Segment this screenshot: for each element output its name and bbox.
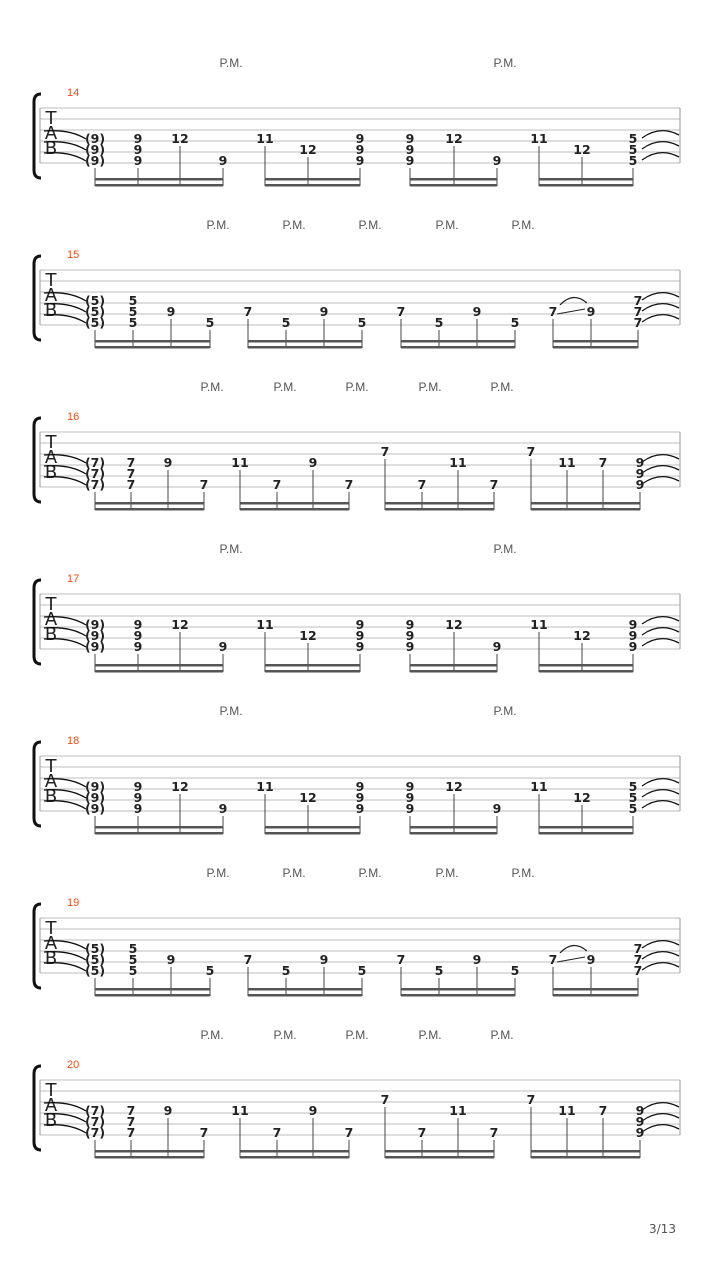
measure-number: 15 (67, 249, 80, 261)
hammer-on-arc (560, 297, 587, 305)
fret-number: 9 (355, 617, 365, 632)
tie-arc (642, 304, 679, 311)
fret-number: 7 (126, 466, 136, 481)
fret-number: 7 (243, 952, 253, 967)
beam (240, 508, 349, 511)
fret-number: 9 (133, 142, 143, 157)
beam (265, 826, 360, 829)
fret-number: 9 (628, 617, 638, 632)
tab-clef-letter: B (44, 1110, 58, 1131)
palm-mute-label: P.M. (282, 218, 306, 232)
tie-arc (642, 617, 679, 624)
palm-mute-label: P.M. (358, 866, 382, 880)
beam (385, 508, 494, 511)
palm-mute-label: P.M. (345, 380, 369, 394)
tie-arc (642, 790, 679, 797)
fret-number: (9) (84, 153, 106, 168)
fret-number: (5) (84, 952, 106, 967)
fret-number: 12 (445, 617, 463, 632)
fret-number: 5 (128, 315, 138, 330)
tie-arc (642, 153, 679, 160)
fret-number: 9 (355, 153, 365, 168)
fret-number: 5 (281, 315, 291, 330)
tie-arc (642, 801, 679, 808)
beam (401, 988, 515, 991)
fret-number: 9 (355, 628, 365, 643)
tab-clef-letter: B (44, 948, 58, 969)
tab-clef-letter: B (44, 786, 58, 807)
fret-number: (9) (84, 131, 106, 146)
fret-number: 9 (163, 1103, 173, 1118)
fret-number: 5 (628, 142, 638, 157)
palm-mute-label: P.M. (490, 1028, 514, 1042)
tie-arc (642, 628, 679, 635)
beam (95, 1150, 204, 1153)
fret-number: 11 (530, 131, 548, 146)
fret-number: (9) (84, 628, 106, 643)
fret-number: 9 (405, 142, 415, 157)
measure-number: 16 (67, 411, 80, 423)
beam (265, 670, 360, 673)
tab-clef-letter: B (44, 462, 58, 483)
fret-number: 11 (231, 1103, 249, 1118)
fret-number: 7 (633, 304, 643, 319)
fret-number: (9) (84, 617, 106, 632)
fret-number: 5 (128, 963, 138, 978)
fret-number: 5 (628, 801, 638, 816)
fret-number: 12 (299, 628, 317, 643)
fret-number: 7 (633, 963, 643, 978)
fret-number: 5 (628, 779, 638, 794)
fret-number: 12 (299, 790, 317, 805)
tab-clef-letter: T (45, 756, 57, 777)
fret-number: 12 (573, 142, 591, 157)
tab-clef-letter: A (44, 123, 58, 144)
fret-number: 7 (633, 315, 643, 330)
tie-arc (642, 1103, 679, 1110)
fret-number: 12 (445, 131, 463, 146)
beam (401, 346, 515, 349)
fret-number: 9 (133, 617, 143, 632)
tab-clef-letter: A (44, 933, 58, 954)
measure-number: 19 (67, 897, 80, 909)
fret-number: 9 (635, 1114, 645, 1129)
beam (265, 832, 360, 835)
fret-number: 7 (126, 1114, 136, 1129)
slide-line (557, 309, 585, 314)
fret-number: 9 (628, 628, 638, 643)
palm-mute-label: P.M. (219, 704, 243, 718)
fret-number: 9 (133, 790, 143, 805)
beam (95, 988, 210, 991)
beam (553, 346, 638, 349)
fret-number: 9 (472, 952, 482, 967)
fret-number: (7) (84, 1103, 106, 1118)
fret-number: 9 (405, 801, 415, 816)
palm-mute-label: P.M. (219, 542, 243, 556)
tie-arc (642, 315, 679, 322)
fret-number: 7 (633, 293, 643, 308)
beam (531, 502, 640, 505)
fret-number: 5 (434, 963, 444, 978)
beam (248, 346, 362, 349)
fret-number: 9 (218, 153, 228, 168)
beam (410, 832, 497, 835)
beam (401, 994, 515, 997)
fret-number: 9 (635, 466, 645, 481)
measure-number: 14 (67, 87, 80, 99)
tie-arc (642, 131, 679, 138)
fret-number: 7 (598, 1103, 608, 1118)
fret-number: 7 (272, 477, 282, 492)
fret-number: (9) (84, 790, 106, 805)
beam (539, 670, 633, 673)
fret-number: 11 (558, 455, 576, 470)
tie-arc (642, 779, 679, 786)
fret-number: 7 (396, 304, 406, 319)
fret-number: 9 (163, 455, 173, 470)
fret-number: 9 (472, 304, 482, 319)
tab-system (34, 380, 680, 511)
fret-number: 9 (133, 131, 143, 146)
fret-number: 5 (128, 941, 138, 956)
fret-number: 9 (405, 628, 415, 643)
beam (95, 502, 204, 505)
tab-system (34, 56, 680, 187)
fret-number: 9 (133, 801, 143, 816)
beam (240, 502, 349, 505)
tab-clef-letter: T (45, 918, 57, 939)
beam (539, 184, 633, 187)
fret-number: 7 (380, 444, 390, 459)
tab-clef-letter: A (44, 285, 58, 306)
beam (95, 670, 223, 673)
fret-number: 11 (449, 1103, 467, 1118)
palm-mute-label: P.M. (200, 380, 224, 394)
fret-number: 9 (355, 790, 365, 805)
fret-number: 7 (380, 1092, 390, 1107)
fret-number: 7 (417, 477, 427, 492)
slide-line (557, 957, 585, 962)
fret-number: 9 (405, 153, 415, 168)
fret-number: 12 (299, 142, 317, 157)
beam (385, 1156, 494, 1159)
tab-clef-letter: T (45, 270, 57, 291)
fret-number: 7 (417, 1125, 427, 1140)
beam (410, 184, 497, 187)
fret-number: 5 (510, 315, 520, 330)
beam (240, 1150, 349, 1153)
fret-number: (7) (84, 1114, 106, 1129)
tab-clef-letter: B (44, 300, 58, 321)
fret-number: 9 (492, 801, 502, 816)
fret-number: 9 (635, 455, 645, 470)
beam (95, 508, 204, 511)
palm-mute-label: P.M. (219, 56, 243, 70)
fret-number: 9 (166, 952, 176, 967)
fret-number: 11 (530, 617, 548, 632)
beam (410, 826, 497, 829)
palm-mute-label: P.M. (206, 218, 230, 232)
fret-number: (7) (84, 1125, 106, 1140)
fret-number: 11 (449, 455, 467, 470)
fret-number: 5 (628, 131, 638, 146)
beam (539, 178, 633, 181)
tie-arc (642, 963, 679, 970)
fret-number: 7 (199, 477, 209, 492)
fret-number: 7 (199, 1125, 209, 1140)
fret-number: 9 (133, 153, 143, 168)
fret-number: 9 (492, 639, 502, 654)
fret-number: (5) (84, 304, 106, 319)
fret-number: 9 (133, 779, 143, 794)
fret-number: 7 (272, 1125, 282, 1140)
beam (385, 1150, 494, 1153)
beam (95, 178, 223, 181)
hammer-on-arc (560, 945, 587, 953)
tie-arc (642, 466, 679, 473)
palm-mute-label: P.M. (358, 218, 382, 232)
beam (539, 826, 633, 829)
tie-arc (642, 952, 679, 959)
fret-number: 9 (308, 455, 318, 470)
beam (553, 340, 638, 343)
tab-clef-letter: T (45, 594, 57, 615)
tab-clef-letter: T (45, 432, 57, 453)
fret-number: 9 (133, 639, 143, 654)
fret-number: 5 (205, 315, 215, 330)
fret-number: 9 (355, 142, 365, 157)
beam (95, 184, 223, 187)
palm-mute-label: P.M. (418, 1028, 442, 1042)
tie-arc (642, 293, 679, 300)
beam (539, 664, 633, 667)
tab-clef-letter: A (44, 1095, 58, 1116)
beam (95, 664, 223, 667)
fret-number: 9 (405, 779, 415, 794)
tab-clef-letter: T (45, 1080, 57, 1101)
tie-arc (642, 941, 679, 948)
palm-mute-label: P.M. (511, 218, 535, 232)
fret-number: 11 (256, 617, 274, 632)
fret-number: 7 (548, 304, 558, 319)
fret-number: 5 (281, 963, 291, 978)
beam (95, 340, 210, 343)
tab-system (34, 1028, 680, 1159)
fret-number: 9 (133, 628, 143, 643)
beam (539, 832, 633, 835)
fret-number: 11 (530, 779, 548, 794)
fret-number: 7 (633, 952, 643, 967)
fret-number: 7 (126, 1125, 136, 1140)
fret-number: (9) (84, 779, 106, 794)
fret-number: 7 (396, 952, 406, 967)
beam (95, 832, 223, 835)
tab-clef-letter: T (45, 108, 57, 129)
beam (95, 346, 210, 349)
palm-mute-label: P.M. (490, 380, 514, 394)
tab-system (34, 218, 680, 349)
beam (531, 508, 640, 511)
tab-clef-letter: A (44, 447, 58, 468)
fret-number: 7 (243, 304, 253, 319)
palm-mute-label: P.M. (493, 56, 517, 70)
fret-number: 7 (526, 1092, 536, 1107)
tab-system (34, 704, 680, 835)
tab-clef-letter: A (44, 771, 58, 792)
palm-mute-label: P.M. (345, 1028, 369, 1042)
tie-arc (642, 1114, 679, 1121)
beam (531, 1150, 640, 1153)
beam (240, 1156, 349, 1159)
fret-number: 9 (355, 639, 365, 654)
fret-number: 9 (405, 639, 415, 654)
beam (248, 988, 362, 991)
fret-number: 9 (355, 131, 365, 146)
tab-clef-letter: B (44, 138, 58, 159)
beam (248, 340, 362, 343)
fret-number: 7 (489, 1125, 499, 1140)
fret-number: 7 (126, 477, 136, 492)
beam (401, 340, 515, 343)
fret-number: (5) (84, 941, 106, 956)
fret-number: 7 (344, 1125, 354, 1140)
fret-number: 11 (558, 1103, 576, 1118)
fret-number: 9 (635, 477, 645, 492)
fret-number: (9) (84, 142, 106, 157)
palm-mute-label: P.M. (200, 1028, 224, 1042)
fret-number: 9 (586, 304, 596, 319)
palm-mute-label: P.M. (435, 866, 459, 880)
fret-number: (7) (84, 455, 106, 470)
beam (265, 184, 360, 187)
beam (410, 670, 497, 673)
fret-number: 5 (128, 293, 138, 308)
fret-number: 7 (126, 1103, 136, 1118)
fret-number: 9 (635, 1103, 645, 1118)
fret-number: 9 (405, 790, 415, 805)
fret-number: 7 (633, 941, 643, 956)
palm-mute-label: P.M. (493, 542, 517, 556)
fret-number: 11 (231, 455, 249, 470)
fret-number: 9 (166, 304, 176, 319)
fret-number: 12 (171, 779, 189, 794)
tie-arc (642, 455, 679, 462)
fret-number: 9 (355, 779, 365, 794)
page-number: 3/13 (649, 1222, 676, 1236)
beam (248, 994, 362, 997)
tie-arc (642, 477, 679, 484)
fret-number: (5) (84, 315, 106, 330)
fret-number: 9 (586, 952, 596, 967)
fret-number: 9 (308, 1103, 318, 1118)
fret-number: 7 (598, 455, 608, 470)
beam (553, 988, 638, 991)
fret-number: 5 (434, 315, 444, 330)
beam (95, 994, 210, 997)
palm-mute-label: P.M. (273, 380, 297, 394)
fret-number: 9 (218, 639, 228, 654)
fret-number: 11 (256, 779, 274, 794)
fret-number: 9 (628, 639, 638, 654)
fret-number: 12 (445, 779, 463, 794)
fret-number: 11 (256, 131, 274, 146)
fret-number: 5 (205, 963, 215, 978)
fret-number: 7 (489, 477, 499, 492)
fret-number: 9 (405, 617, 415, 632)
fret-number: 12 (171, 131, 189, 146)
beam (385, 502, 494, 505)
fret-number: (7) (84, 477, 106, 492)
fret-number: (9) (84, 801, 106, 816)
tab-system (34, 866, 680, 997)
fret-number: 7 (526, 444, 536, 459)
fret-number: 7 (344, 477, 354, 492)
fret-number: 9 (405, 131, 415, 146)
tab-clef-letter: B (44, 624, 58, 645)
tie-arc (642, 639, 679, 646)
fret-number: 5 (510, 963, 520, 978)
fret-number: 9 (355, 801, 365, 816)
tie-arc (642, 142, 679, 149)
fret-number: 5 (628, 790, 638, 805)
beam (265, 178, 360, 181)
fret-number: 5 (357, 963, 367, 978)
fret-number: 7 (126, 455, 136, 470)
palm-mute-label: P.M. (493, 704, 517, 718)
fret-number: 9 (319, 304, 329, 319)
tab-clef-letter: A (44, 609, 58, 630)
fret-number: (7) (84, 466, 106, 481)
fret-number: (5) (84, 963, 106, 978)
beam (553, 994, 638, 997)
measure-number: 20 (67, 1059, 80, 1071)
palm-mute-label: P.M. (418, 380, 442, 394)
fret-number: 9 (319, 952, 329, 967)
fret-number: 12 (171, 617, 189, 632)
fret-number: 5 (628, 153, 638, 168)
fret-number: 9 (218, 801, 228, 816)
beam (265, 664, 360, 667)
fret-number: (5) (84, 293, 106, 308)
beam (95, 826, 223, 829)
palm-mute-label: P.M. (282, 866, 306, 880)
palm-mute-label: P.M. (273, 1028, 297, 1042)
fret-number: 5 (128, 304, 138, 319)
fret-number: 9 (492, 153, 502, 168)
fret-number: 12 (573, 790, 591, 805)
palm-mute-label: P.M. (511, 866, 535, 880)
fret-number: 7 (548, 952, 558, 967)
beam (95, 1156, 204, 1159)
fret-number: 5 (357, 315, 367, 330)
fret-number: 9 (635, 1125, 645, 1140)
beam (410, 664, 497, 667)
measure-number: 17 (67, 573, 80, 585)
palm-mute-label: P.M. (206, 866, 230, 880)
beam (531, 1156, 640, 1159)
fret-number: (9) (84, 639, 106, 654)
fret-number: 12 (573, 628, 591, 643)
fret-number: 5 (128, 952, 138, 967)
tie-arc (642, 1125, 679, 1132)
palm-mute-label: P.M. (435, 218, 459, 232)
beam (410, 178, 497, 181)
measure-number: 18 (67, 735, 80, 747)
tab-system (34, 542, 680, 673)
